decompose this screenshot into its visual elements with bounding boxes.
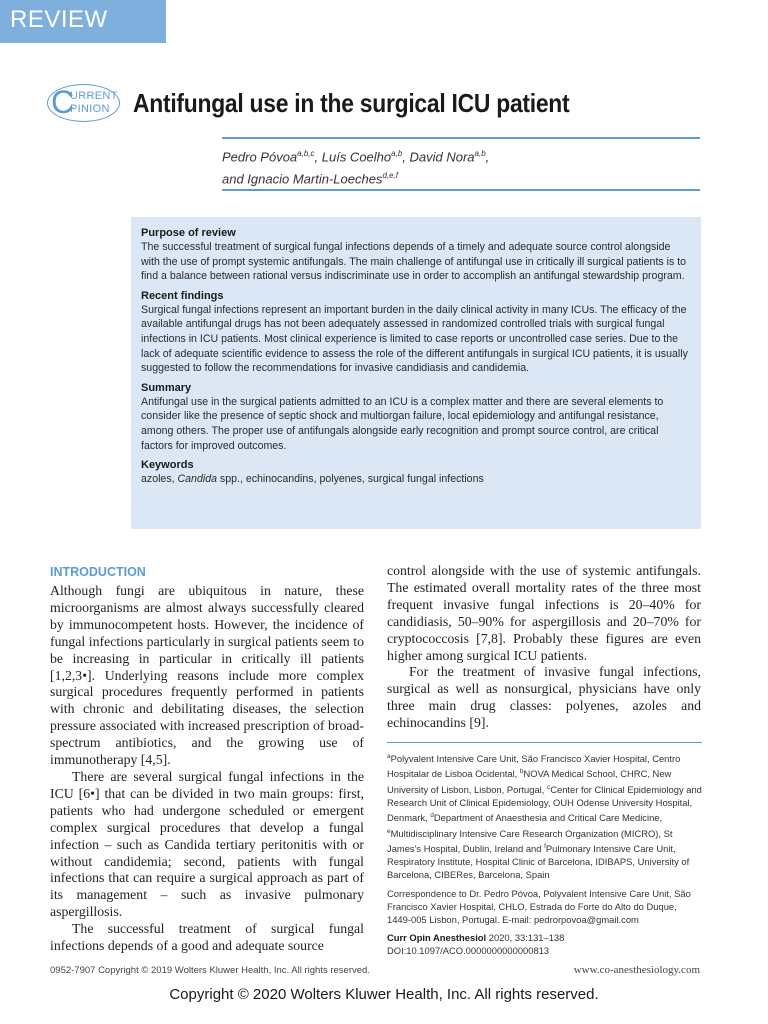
footer-copyright: 0952-7907 Copyright © 2019 Wolters Kluwer Health, Inc. All rights reserved.: [50, 965, 370, 976]
keywords-heading: Keywords: [141, 459, 194, 472]
title-rule-top: [222, 137, 700, 139]
purpose-heading: Purpose of review: [141, 227, 236, 239]
right-column: [387, 563, 701, 732]
copyright-notice: Copyright © 2020 Wolters Kluwer Health, Inc. All rights reserved.: [169, 986, 599, 1003]
affil-marker-e: e: [387, 827, 391, 835]
author-2-affil: a,b: [391, 149, 403, 158]
affil-marker-b: b: [519, 768, 524, 776]
intro-paragraph-3: The successful treatment of surgical fungal infections depends of a good and adequate source: [50, 921, 364, 954]
author-list: Pedro Póvoa$^{a,b,c}$, Luís Coelho$^{a,b}$, David Nora$^{a,b}$, and Ignacio Martin-Loeches$^{d,e,f}$: [222, 149, 490, 187]
author-3: David Nora: [409, 149, 475, 165]
summary-text: Antifungal use in the surgical patients admitted to an ICU is a complex matter and there are several elements to consider like the presence of septic shock and multiorgan failure, local epidemiology and antifungal resistance, among others. The proper use of antifungals alongside early recognition and prompt source control, are critical factors for improved outcomes.: [141, 395, 664, 452]
author-4-affil: d,e,f: [382, 171, 399, 181]
introduction-heading: INTRODUCTION: [50, 565, 146, 579]
journal-name: Curr Opin Anesthesiol: [387, 932, 487, 944]
abstract-box: [131, 217, 701, 529]
keywords-part-1: azoles,: [141, 473, 178, 486]
doi: DOI:10.1097/ACO.0000000000000813: [387, 945, 550, 957]
affil-marker-f: f: [544, 842, 546, 850]
left-column: [50, 583, 364, 955]
affiliations: [387, 750, 702, 963]
intro-paragraph-2: There are several surgical fungal infections in the ICU [6•] that can be divided in two main groups: first, patients who had undergone scheduled or emergent complex surgical procedures that develop a fungal infection – such as Candida tertiary peritonitis with or without candidemia; second, patients with fungal infections that can require a surgical approach as part of its management – such as invasive pulmonary aspergillosis.: [50, 768, 364, 920]
summary-heading: Summary: [141, 381, 192, 394]
purpose-text: The successful treatment of surgical fungal infections depends of a timely and adequate source control alongside with the use of prompt systemic antifungals. The main challenge of antifungal use in critically ill surgical patients is to find a balance between rational versus indiscriminate use in order to accomplish an antifungal stewardship program.: [141, 241, 687, 283]
intro-paragraph-3-cont: control alongside with the use of systemic antifungals. The estimated overall mortality rates of the three most frequent invasive fungal infections is 20–40% for candidiasis, 50–90% for aspergillosis and 20–70% for cryptococcosis [7,8]. Probably these figures are even higher among surgical ICU patients.: [387, 563, 701, 663]
author-2: Luís Coelho: [321, 149, 392, 165]
affil-f: Pulmonary Intensive Care Unit, Respiratory Institute, Hospital Clinic of Barcelona, IDIBAPS, University of Barcelona, CIBERes, Barcelona, Spain: [387, 842, 690, 881]
author-4: and Ignacio Martin-Loeches: [222, 171, 383, 187]
affil-marker-a: a: [387, 753, 391, 760]
affil-marker-c: c: [546, 783, 551, 791]
correspondence: Correspondence to Dr. Pedro Póvoa, Polyvalent Intensive Care Unit, São Francisco Xavier Hospital, CHLO, Estrada do Forte do Alto do Duque, 1449-005 Lisbon, Portugal. E-mail: pedrorpovoa@gmail.com: [387, 887, 691, 925]
affil-a: Polyvalent Intensive Care Unit, São Francisco Xavier Hospital, Centro Hospitalar de Lisboa Ocidental,: [387, 753, 681, 780]
current-opinion-logo: [47, 84, 120, 122]
author-1-affil: a,b,c: [297, 149, 315, 158]
intro-paragraph-4: For the treatment of invasive fungal infections, surgical as well as nonsurgical, physicians have only three main drug classes: polyenes, azoles and echinocandins [9].: [387, 664, 701, 731]
journal-website: www.co-anesthesiology.com: [573, 964, 700, 976]
affil-e: Multidisciplinary Intensive Care Research Organization (MICRO), St James's Hospital, Dublin, Ireland and: [387, 827, 673, 854]
logo-line1: URRENT: [70, 90, 118, 102]
author-1: Pedro Póvoa: [222, 149, 298, 165]
logo-line2: PINION: [70, 103, 110, 115]
keywords-candida: Candida: [177, 473, 217, 486]
logo-letter: C: [51, 84, 75, 120]
article-title: Antifungal use in the surgical ICU patient: [133, 88, 570, 118]
author-3-affil: a,b: [474, 149, 486, 158]
keywords-text: [141, 472, 690, 487]
affil-d: Department of Anaesthesia and Critical Care Medicine,: [433, 812, 663, 824]
affil-marker-d: d: [430, 812, 434, 820]
findings-heading: Recent findings: [141, 289, 224, 302]
affil-b: NOVA Medical School, CHRC, New University of Lisbon, Lisbon, Portugal,: [387, 768, 672, 795]
authors-rule-bottom: [222, 189, 700, 191]
affiliations-rule: [387, 742, 702, 743]
keywords-part-2: spp., echinocandins, polyenes, surgical fungal infections: [216, 473, 484, 486]
section-tab: REVIEW: [0, 0, 166, 43]
intro-paragraph-1: Although fungi are ubiquitous in nature, these microorganisms are almost always successfully cleared by immunocompetent hosts. However, the incidence of fungal infections particularly in surgical patients seem to be increasing in particular in critically ill patients [1,2,3•]. Underlying reasons include more complex surgical procedures frequently performed in patients with chronic and debilitating diseases, the selection pressure associated with increased prescription of broad-spectrum antibiotics, and the growing use of immunotherapy [4,5].: [50, 583, 364, 768]
citation: [387, 931, 702, 944]
journal-ref: 2020, 33:131–138: [486, 932, 565, 944]
findings-text: Surgical fungal infections represent an important burden in the daily clinical activity in many ICUs. The efficacy of the available antifungal drugs has not been adequately assessed in randomized controlled trials with surgical fungal infections in ICU patients. Most clinical experience is limited to case reports or uncontrolled case series. Due to the lack of adequate scientific evidence to assess the role of the different antifungals in surgical ICU patients, it is usually suggested to follow the recommendations for invasive candidiasis and candidemia.: [141, 303, 688, 375]
affiliation-list: [387, 750, 702, 882]
affil-c: Center for Clinical Epidemiology and Research Unit of Clinical Epidemiology, OUH Odense University Hospital, Denmark,: [387, 783, 702, 824]
